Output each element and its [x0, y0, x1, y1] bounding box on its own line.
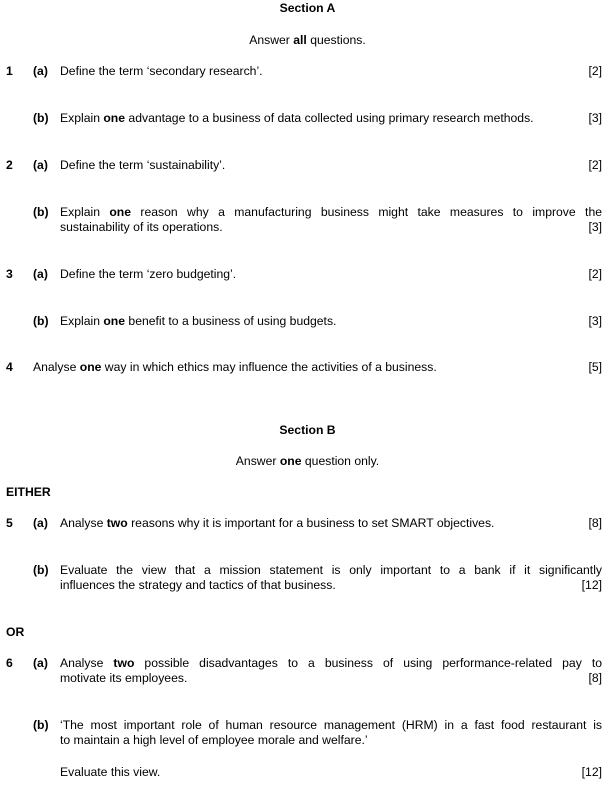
question-5b-mark: [12]: [581, 578, 602, 592]
question-5a-text: Analyse two reasons why it is important for a business to set SMART objectives.: [60, 516, 495, 530]
question-3b-mark: [3]: [588, 314, 602, 328]
section-a-heading: Section A: [279, 1, 336, 15]
question-2b-mark: [3]: [588, 220, 602, 234]
question-4-text: Analyse one way in which ethics may influence the activities of a business.: [33, 360, 437, 374]
or-label: OR: [6, 625, 25, 639]
section-b-instruction: Answer one question only.: [235, 454, 380, 468]
question-6-number: 6: [6, 656, 13, 670]
question-6a-mark: [8]: [588, 671, 602, 685]
question-6b-evaluate: Evaluate this view.: [60, 765, 161, 779]
question-1a-text: Define the term ‘secondary research’.: [60, 64, 263, 78]
question-6b-label: (b): [33, 718, 49, 732]
question-3b-text: Explain one benefit to a business of using budgets.: [60, 314, 337, 328]
question-3-number: 3: [6, 267, 13, 281]
question-1b-text: Explain one advantage to a business of data collected using primary research methods.: [60, 111, 534, 125]
question-2a-text: Define the term ‘sustainability’.: [60, 158, 226, 172]
question-2a-label: (a): [33, 158, 48, 172]
question-6a-label: (a): [33, 656, 48, 670]
question-4-mark: [5]: [588, 360, 602, 374]
question-1b-label: (b): [33, 111, 49, 125]
question-1-number: 1: [6, 64, 13, 78]
question-4-number: 4: [6, 360, 13, 374]
question-2b-label: (b): [33, 205, 49, 219]
question-2a-mark: [2]: [588, 158, 602, 172]
question-6b-text: ‘The most important role of human resource management (HRM) in a fast food restaurant is to maintain a high level of employee morale and welfare.’: [60, 718, 602, 747]
question-5b-text: Evaluate the view that a mission statement is only important to a bank if it significantly influences the strategy and tactics of that business. [12]: [60, 563, 602, 592]
question-5b-label: (b): [33, 563, 49, 577]
section-b-heading: Section B: [279, 423, 336, 437]
question-6a-text: Analyse two possible disadvantages to a business of using performance-related pay to motivate its employees. [8]: [60, 656, 602, 685]
question-3a-label: (a): [33, 267, 48, 281]
question-3b-label: (b): [33, 314, 49, 328]
question-3a-mark: [2]: [588, 267, 602, 281]
question-5-number: 5: [6, 516, 13, 530]
section-a-instruction: Answer all questions.: [249, 33, 366, 47]
question-5a-label: (a): [33, 516, 48, 530]
question-5a-mark: [8]: [588, 516, 602, 530]
question-2-number: 2: [6, 158, 13, 172]
question-1b-mark: [3]: [588, 111, 602, 125]
question-6b-mark: [12]: [581, 765, 602, 779]
question-1a-mark: [2]: [588, 64, 602, 78]
question-2b-text: Explain one reason why a manufacturing business might take measures to improve the sustainability of its operations. [3]: [60, 205, 602, 234]
either-label: EITHER: [6, 485, 51, 499]
question-1a-label: (a): [33, 64, 48, 78]
question-3a-text: Define the term ‘zero budgeting’.: [60, 267, 237, 281]
